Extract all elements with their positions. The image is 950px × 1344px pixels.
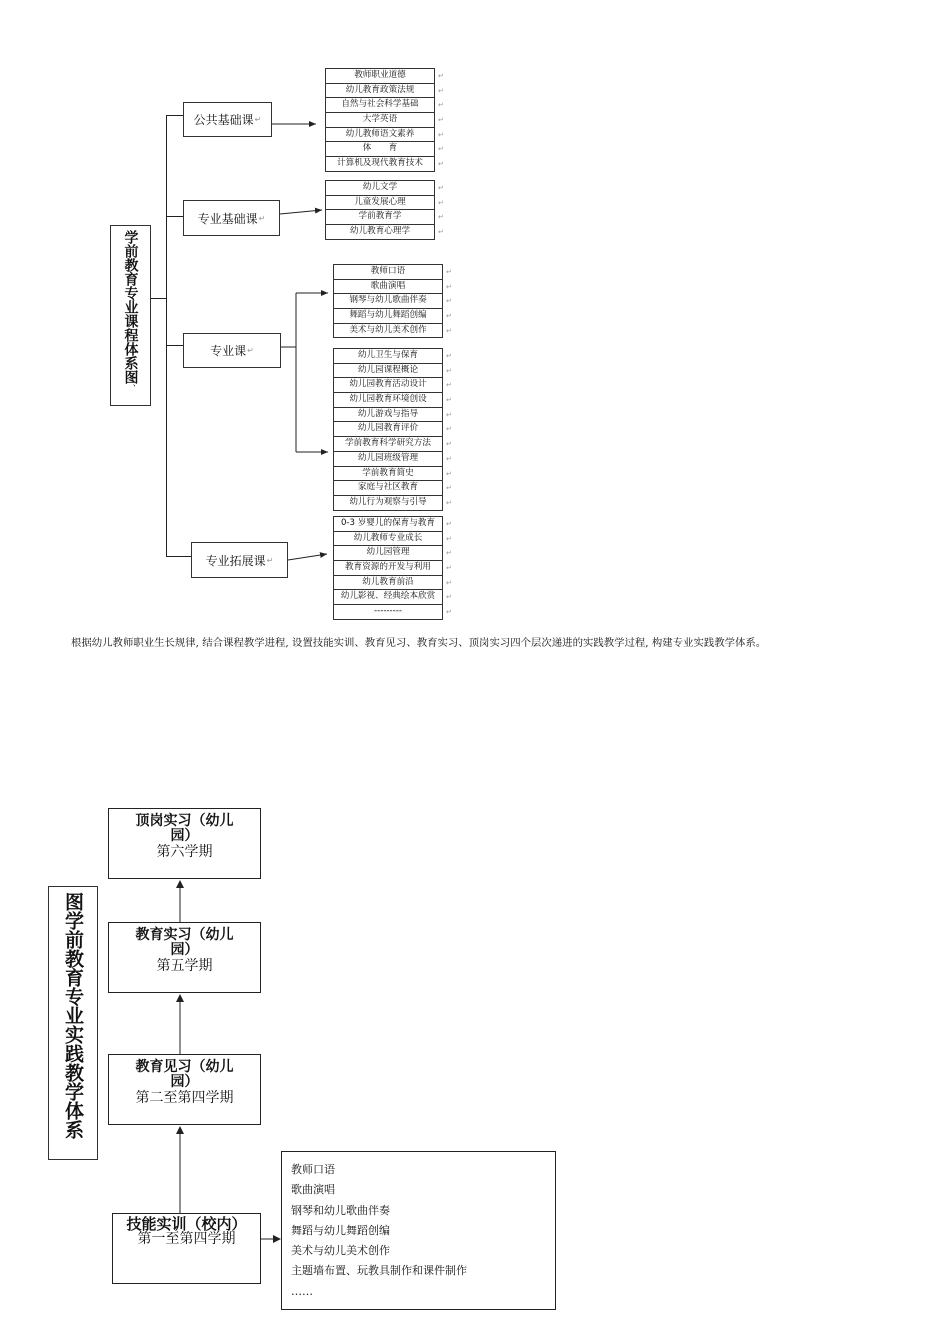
return-mark: ↵: [446, 410, 452, 419]
return-mark: ↵: [446, 282, 452, 291]
course-item-label: 舞蹈与幼儿舞蹈创编: [349, 310, 427, 321]
return-mark: ↵: [438, 116, 444, 125]
course-item: [333, 364, 452, 379]
skill-item: 钢琴和幼儿歌曲伴奏: [291, 1203, 390, 1217]
return-mark: ↵: [266, 555, 274, 565]
return-mark: ↵: [446, 297, 452, 306]
list-professional-b: [333, 348, 452, 511]
list-public-basic: [325, 68, 444, 172]
course-item: [325, 181, 444, 196]
return-mark: ↵: [446, 326, 452, 335]
return-mark: ↵: [438, 184, 444, 192]
return-mark: ↵: [446, 520, 452, 528]
course-item-label: 幼儿教师专业成长: [353, 532, 423, 543]
course-item-label: 计算机及现代教育技术: [337, 158, 423, 169]
course-item: [325, 84, 444, 99]
return-mark: ↵: [446, 549, 452, 558]
return-mark: ↵: [254, 115, 262, 124]
course-item-label: 大学英语: [362, 114, 398, 125]
return-mark: ↵: [438, 72, 444, 80]
course-item: [333, 561, 452, 576]
arrows-layer: [0, 0, 950, 660]
skill-item: 美术与幼儿美术创作: [291, 1244, 390, 1258]
skill-item: 歌曲演唱: [291, 1183, 335, 1197]
stage-term: 第二至第四学期: [135, 1090, 234, 1106]
stage-term: 第五学期: [156, 958, 213, 974]
course-item-label: 体 育: [362, 143, 398, 154]
stage-title: 顶岗实习（幼儿园）: [135, 813, 234, 844]
course-item: [325, 196, 444, 211]
return-mark: ↵: [446, 366, 452, 375]
course-item: [333, 265, 452, 280]
category-label: 专业基础课: [197, 211, 258, 226]
skill-item: 教师口语: [291, 1163, 335, 1176]
return-mark: ↵: [446, 469, 452, 478]
curriculum-title: 学前教育专业课程体系图: [122, 230, 139, 384]
return-mark: ↵: [446, 381, 452, 390]
course-item: [333, 309, 452, 324]
stage-term: 第一至第四学期: [137, 1231, 236, 1247]
course-item-label: 钢琴与幼儿歌曲伴奏: [349, 295, 427, 306]
return-mark: ↵: [446, 608, 452, 617]
stage-title: 技能实训（校内）: [126, 1215, 247, 1233]
course-item-label: 幼儿教师语文素养: [345, 128, 415, 139]
course-item: [333, 452, 452, 467]
stage-term: 第六学期: [156, 844, 213, 860]
course-item-label: 幼儿影视、经典绘本欣赏: [340, 591, 436, 602]
course-item: [325, 98, 444, 113]
return-mark: ↵: [438, 145, 444, 154]
course-item: [325, 142, 444, 157]
course-item: [325, 128, 444, 143]
course-item: [333, 393, 452, 408]
skill-item: 主题墙布置、玩教具制作和课件制作: [291, 1264, 467, 1278]
course-item: [333, 378, 452, 393]
return-mark: ↵: [438, 101, 444, 110]
return-mark: ↵: [446, 593, 452, 602]
return-mark: ↵: [446, 312, 452, 321]
course-item-label: 学前教育简史: [362, 467, 414, 478]
course-item: [325, 210, 444, 225]
course-item: [333, 481, 452, 496]
return-mark: ↵: [438, 130, 444, 139]
stage-title: 教育实习（幼儿园）: [135, 927, 234, 958]
course-item-label: 自然与社会科学基础: [341, 99, 419, 110]
return-mark: ↵: [438, 228, 444, 237]
course-item-label: 幼儿园管理: [366, 547, 410, 558]
course-item: [325, 69, 444, 84]
course-item: [325, 225, 444, 240]
course-item-label: 教师口语: [370, 266, 406, 276]
course-item-label: 幼儿游戏与指导: [357, 408, 419, 419]
course-item: [333, 590, 452, 605]
course-item-label: 幼儿园教育评价: [357, 423, 419, 434]
skill-item: 舞蹈与幼儿舞蹈创编: [291, 1223, 390, 1237]
course-item: [333, 349, 452, 364]
description-paragraph: 根据幼儿教师职业生长规律, 结合课程教学进程, 设置技能实训、教育见习、教育实习、顶岗实习四个层次递进的实践教学过程, 构建专业实践教学体系。: [71, 637, 767, 649]
return-mark: ↵: [446, 268, 452, 276]
course-item: [333, 532, 452, 547]
list-professional-basic: [325, 180, 444, 240]
return-mark: ↵: [438, 86, 444, 95]
return-mark: ↵: [446, 440, 452, 449]
return-mark: ↵: [247, 346, 254, 355]
return-mark: ↵: [446, 352, 452, 360]
course-item-label: 歌曲演唱: [370, 280, 406, 291]
return-mark: ↵: [446, 454, 452, 463]
curriculum-title-tail: 、: [125, 384, 135, 393]
return-mark: ↵: [258, 213, 266, 223]
course-item: [333, 294, 452, 309]
course-item-label: 幼儿卫生与保育: [357, 350, 419, 360]
return-mark: ↵: [446, 498, 452, 507]
return-mark: ↵: [438, 198, 444, 207]
return-mark: ↵: [446, 564, 452, 573]
return-mark: ↵: [446, 396, 452, 405]
course-item: [333, 422, 452, 437]
course-item: [333, 467, 452, 482]
course-item-label: 教师职业道德: [354, 70, 406, 80]
stage-title: 教育见习（幼儿园）: [135, 1059, 234, 1090]
course-item-label: 儿童发展心理: [354, 196, 406, 207]
return-mark: ↵: [446, 578, 452, 587]
return-mark: ↵: [446, 484, 452, 493]
course-item: [333, 605, 452, 620]
practice-title: 图学前教育专业实践教学体系: [62, 892, 84, 1139]
course-item-label: 美术与幼儿美术创作: [349, 324, 427, 335]
return-mark: ↵: [446, 534, 452, 543]
course-item-label: 幼儿园教育环境创设: [349, 394, 427, 405]
category-label: 专业拓展课: [205, 553, 266, 568]
return-mark: ↵: [438, 213, 444, 222]
course-item-label: 学前教育科学研究方法: [345, 438, 431, 449]
list-extension: [333, 516, 452, 620]
course-item-label: 幼儿教育前沿: [362, 576, 414, 587]
course-item-label: ---------: [374, 606, 402, 617]
list-professional-a: [333, 264, 452, 338]
course-item-label: 幼儿园教育活动设计: [349, 379, 427, 390]
course-item: [325, 113, 444, 128]
course-item: [325, 157, 444, 172]
return-mark: ↵: [438, 160, 444, 169]
return-mark: ↵: [446, 425, 452, 434]
course-item-label: 幼儿教育政策法规: [345, 84, 415, 95]
course-item-label: 0-3 岁婴儿的保育与教育: [340, 518, 436, 528]
course-item-label: 幼儿教育心理学: [349, 226, 411, 237]
course-item: [333, 546, 452, 561]
course-item-label: 幼儿行为观察与引导: [349, 496, 427, 507]
course-item-label: 家庭与社区教育: [357, 482, 419, 493]
skill-item: ……: [291, 1284, 313, 1298]
course-item-label: 幼儿园课程概论: [357, 364, 419, 375]
course-item: [333, 496, 452, 511]
course-item-label: 幼儿文学: [362, 182, 398, 192]
course-item-label: 幼儿园班级管理: [357, 452, 419, 463]
course-item-label: 教育资源的开发与利用: [345, 562, 431, 573]
course-item: [333, 280, 452, 295]
skill-list-box: [281, 1151, 556, 1310]
course-item: [333, 324, 452, 339]
course-item-label: 学前教育学: [358, 211, 402, 222]
course-item: [333, 576, 452, 591]
course-item: [333, 517, 452, 532]
course-item: [333, 408, 452, 423]
category-label: 专业课: [210, 344, 247, 358]
course-item: [333, 437, 452, 452]
category-label: 公共基础课: [193, 113, 254, 127]
